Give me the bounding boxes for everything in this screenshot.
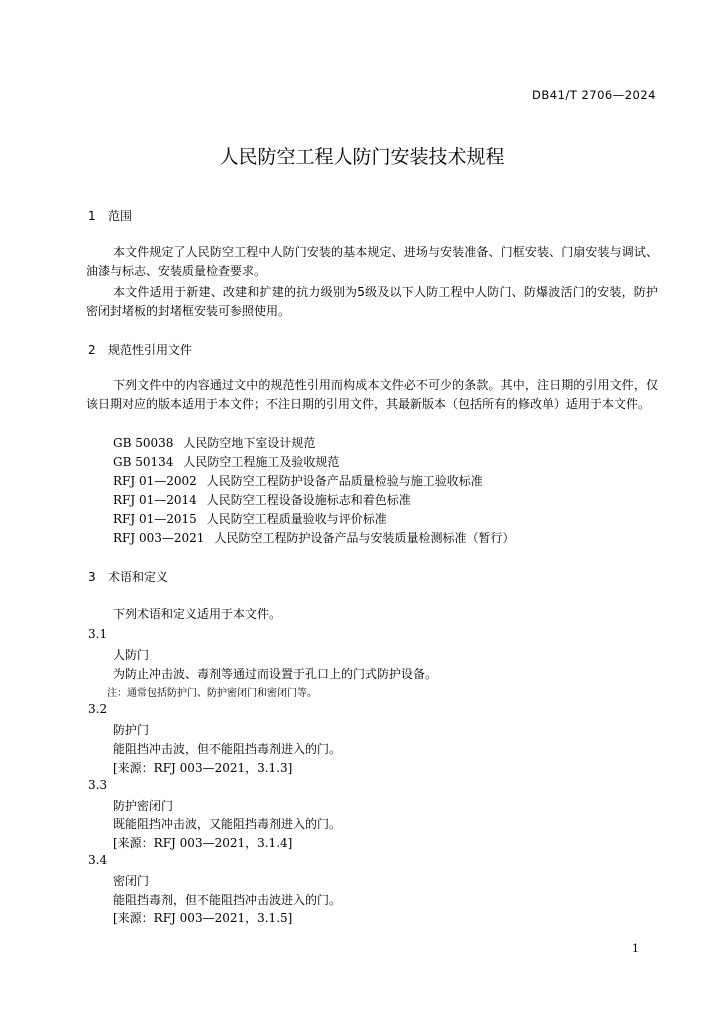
section-title: 范围 [108, 209, 133, 223]
page-number: 1 [632, 942, 639, 955]
term-name: 防护门 [113, 723, 150, 737]
reference-code: GB 50038 [113, 436, 174, 450]
normative-intro-paragraph: 下列文件中的内容通过文中的规范性引用而构成本文件必不可少的条款。其中，注日期的引用文件，仅该日期对应的版本适用于本文件；不注日期的引用文件，其最新版本（包括所有的修改单）适用于本文件。 [86, 378, 658, 411]
section-number: 2 [88, 343, 96, 357]
term-definition: 为防止冲击波、毒剂等通过而设置于孔口上的门式防护设备。 [113, 667, 438, 681]
reference-code: RFJ 01—2015 [113, 512, 197, 526]
scope-paragraph-1: 本文件规定了人民防空工程中人防门安装的基本规定、进场与安装准备、门框安装、门扇安装与调试、油漆与标志、安装质量检查要求。 [86, 245, 658, 278]
term-name: 密闭门 [113, 874, 150, 888]
reference-item [113, 529, 514, 546]
terms-intro: 下列术语和定义适用于本文件。 [113, 607, 282, 621]
reference-title: 人民防空工程质量验收与评价标准 [206, 512, 387, 526]
term-definition: 既能阻挡冲击波，又能阻挡毒剂进入的门。 [113, 817, 342, 831]
term-number: 3.2 [88, 702, 108, 716]
term-source: [来源：RFJ 003—2021，3.1.4] [113, 836, 293, 850]
term-definition: 能阻挡毒剂，但不能阻挡冲击波进入的门。 [113, 893, 342, 907]
reference-code: RFJ 003—2021 [113, 531, 205, 545]
reference-item [113, 434, 315, 451]
reference-item [113, 510, 387, 527]
scope-paragraph-2: 本文件适用于新建、改建和扩建的抗力级别为5级及以下人防工程中人防门、防爆波活门的安装，防护密闭封堵板的封堵框安装可参照使用。 [86, 285, 658, 318]
reference-code: GB 50134 [113, 455, 174, 469]
reference-title: 人民防空工程设备设施标志和着色标准 [206, 493, 411, 507]
term-number: 3.3 [88, 778, 108, 792]
reference-code: RFJ 01—2014 [113, 493, 197, 507]
page-title: 人民防空工程人防门安装技术规程 [219, 146, 505, 168]
term-number: 3.4 [88, 853, 108, 867]
term-definition: 能阻挡冲击波，但不能阻挡毒剂进入的门。 [113, 742, 342, 756]
term-source: [来源：RFJ 003—2021，3.1.3] [113, 761, 293, 775]
section-2-heading [88, 341, 192, 358]
reference-item [113, 453, 339, 470]
section-number: 3 [88, 570, 96, 584]
term-note: 注：通常包括防护门、防护密闭门和密闭门等。 [107, 688, 317, 699]
reference-title: 人民防空工程施工及验收规范 [183, 455, 340, 469]
reference-title: 人民防空工程防护设备产品与安装质量检测标准（暂行） [214, 531, 515, 545]
term-source: [来源：RFJ 003—2021，3.1.5] [113, 911, 293, 925]
section-1-heading [88, 207, 132, 224]
section-3-heading [88, 568, 168, 585]
reference-item [113, 472, 483, 489]
document-number: DB41/T 2706—2024 [532, 88, 656, 102]
section-title: 术语和定义 [108, 570, 169, 584]
reference-item [113, 491, 411, 508]
reference-code: RFJ 01—2002 [113, 474, 197, 488]
term-number: 3.1 [88, 627, 108, 641]
term-name: 人防门 [113, 648, 150, 662]
reference-title: 人民防空工程防护设备产品质量检验与施工验收标准 [206, 474, 483, 488]
section-number: 1 [88, 209, 96, 223]
reference-title: 人民防空地下室设计规范 [183, 436, 316, 450]
section-title: 规范性引用文件 [108, 343, 193, 357]
term-name: 防护密闭门 [113, 799, 174, 813]
